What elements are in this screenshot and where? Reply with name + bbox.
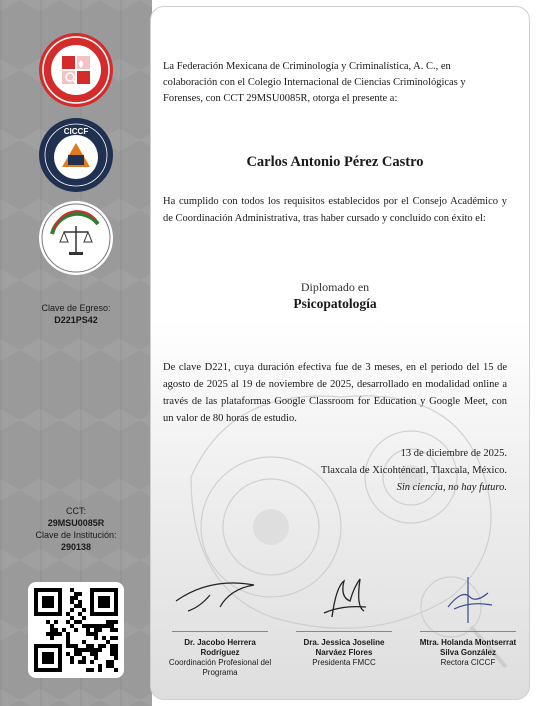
institution-label: Clave de Institución: xyxy=(35,530,117,540)
ciccf-seal-text: CICCF xyxy=(63,127,89,136)
sidebar-content xyxy=(0,0,152,706)
cct-label: CCT: xyxy=(66,506,86,516)
diploma-kind: Diplomado en xyxy=(300,280,370,294)
cct-block xyxy=(0,505,152,553)
qr-code-icon[interactable] xyxy=(28,582,124,678)
justice-scale-seal-icon xyxy=(38,200,114,276)
details-paragraph: De clave D221, cuya duración efectiva fue de 3 meses, en el periodo del 15 de agosto de 2025 al 19 de noviembre de 2025, desarrollado en modalidad online a través de las plataformas Google Classroom for Education y Google Meet, con un valor de 80 horas de estudio. xyxy=(163,362,507,424)
institution-value: 290138 xyxy=(60,542,92,552)
issue-location: Tlaxcala de Xicohténcatl, Tlaxcala, México. xyxy=(320,465,507,476)
signature-block-3 xyxy=(413,567,523,668)
signer-name-1: Dr. Jacobo Herrera Rodríguez xyxy=(184,638,256,657)
recipient-name: Carlos Antonio Pérez Castro xyxy=(246,154,424,170)
signature-block-1 xyxy=(165,567,275,678)
signature-line xyxy=(296,631,392,632)
signer-role-3: Rectora CICCF xyxy=(440,658,496,667)
signer-name-2: Dra. Jessica Joseline Narváez Flores xyxy=(303,638,385,657)
egreso-block xyxy=(0,302,152,326)
signature-2-icon xyxy=(294,567,394,627)
motto: Sin ciencia, no hay futuro. xyxy=(396,482,507,493)
certificate-card xyxy=(150,6,530,700)
date-place-block xyxy=(163,445,507,496)
signer-name-3: Mtra. Holanda Montserrat Silva González xyxy=(419,638,517,657)
egreso-label: Clave de Egreso: xyxy=(41,303,111,313)
signature-block-2 xyxy=(289,567,399,668)
signature-line xyxy=(420,631,516,632)
signature-1-icon xyxy=(170,567,270,627)
signature-line xyxy=(172,631,268,632)
fmcc-seal-icon xyxy=(38,32,114,108)
cct-value: 29MSU0085R xyxy=(47,518,105,528)
egreso-value: D221PS42 xyxy=(54,315,98,325)
requirements-paragraph: Ha cumplido con todos los requisitos establecidos por el Consejo Académico y de Coordinación Administrativa, tras haber cursado y concluido con éxito el: xyxy=(163,196,507,224)
signature-3-icon xyxy=(418,567,518,627)
intro-paragraph: La Federación Mexicana de Criminología y Criminalística, A. C., en colaboración con el Colegio Internacional de Ciencias Criminológicas y Forenses, con CCT 29MSU0085R, otorga el presente a: xyxy=(163,61,466,104)
issue-date: 13 de diciembre de 2025. xyxy=(400,448,507,459)
signer-role-1: Coordinación Profesional del Programa xyxy=(168,658,272,677)
signer-role-2: Presidenta FMCC xyxy=(312,658,376,667)
diploma-name: Psicopatología xyxy=(293,296,377,311)
ciccf-seal-icon xyxy=(38,117,114,193)
